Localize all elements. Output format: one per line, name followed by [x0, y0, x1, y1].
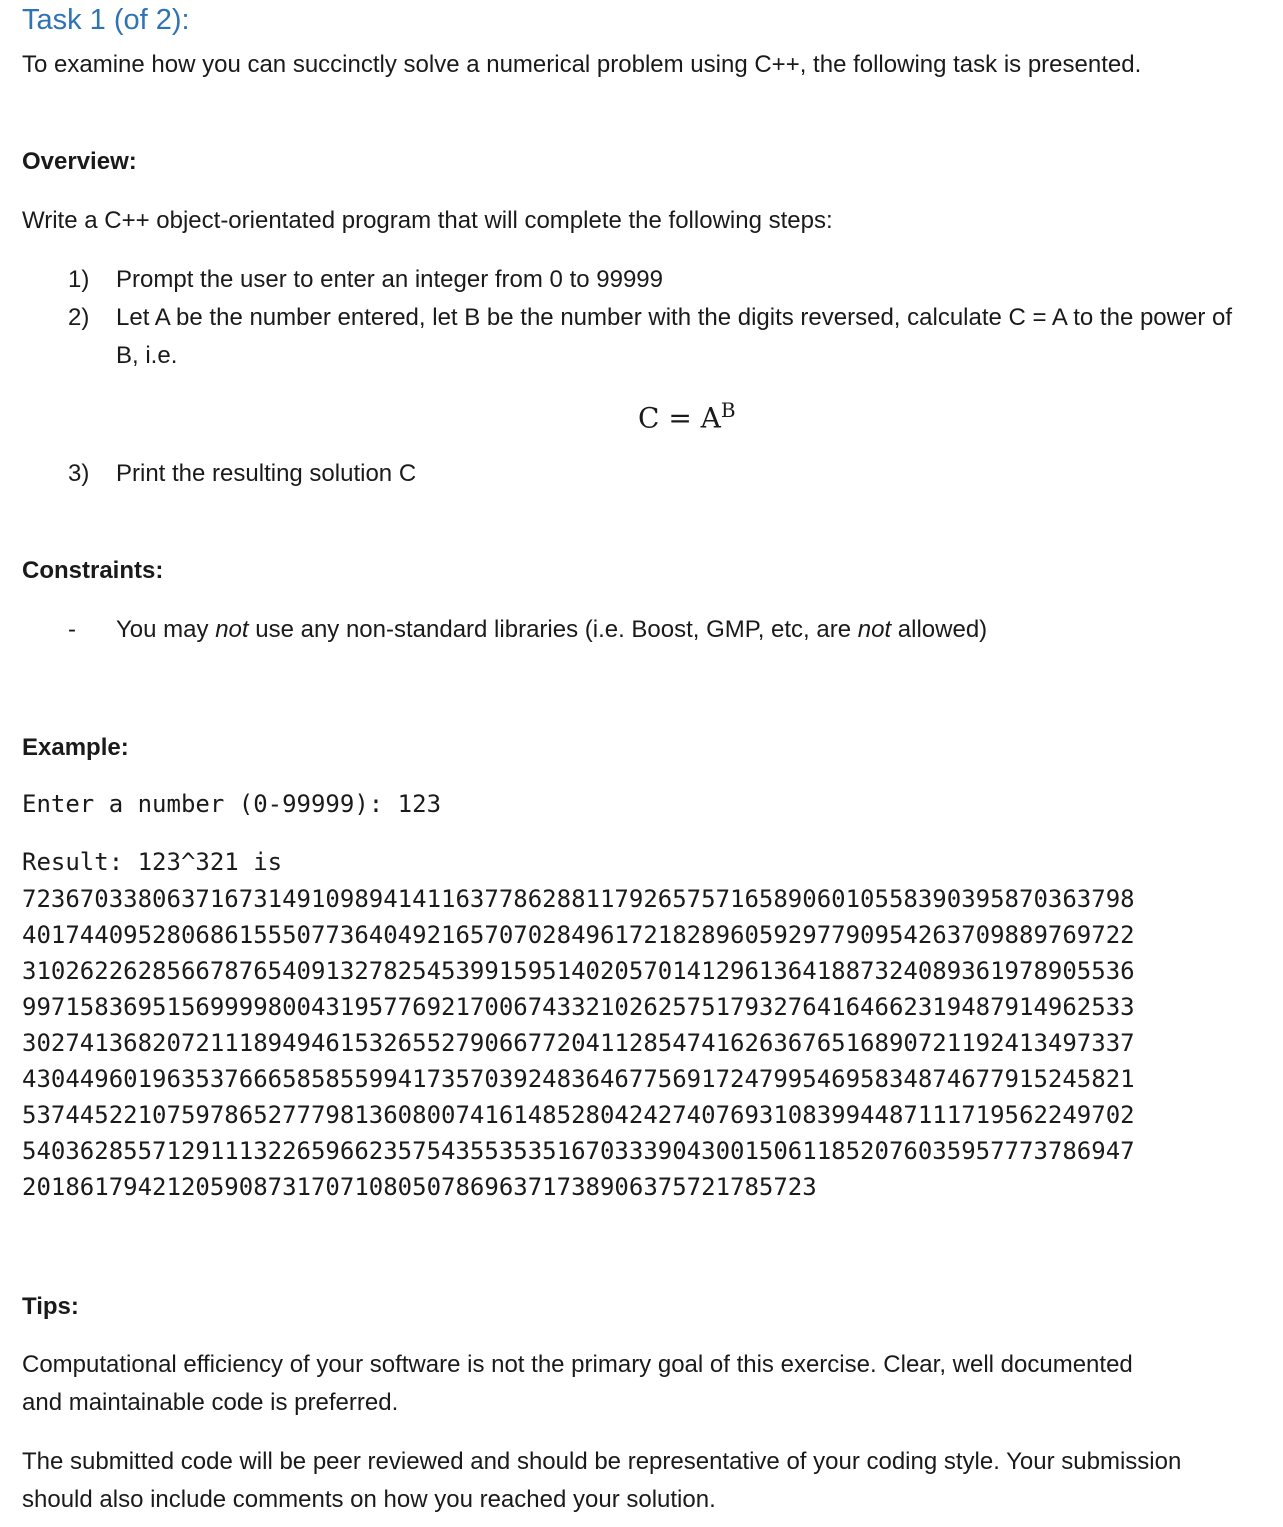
constraints-heading: Constraints:	[22, 557, 164, 584]
step-1-text: Prompt the user to enter an integer from 0 to 99999	[116, 266, 663, 293]
step-1-number: 1)	[68, 266, 90, 293]
example-heading: Example:	[22, 734, 129, 761]
constraint-not-1: not	[215, 616, 249, 643]
constraint-bullet: -	[68, 616, 76, 643]
intro-paragraph: To examine how you can succinctly solve a numerical problem using C++, the following task is presented.	[22, 51, 1142, 78]
result-line: 54036285571291113226596623575435535351670333904300150611852076035957773786947	[22, 1137, 1135, 1165]
step-3-number: 3)	[68, 460, 90, 487]
overview-text: Write a C++ object-orientated program that will complete the following steps:	[22, 207, 833, 234]
equation-lhs: C = A	[638, 401, 721, 435]
result-line: 2018617942120590873170710805078696371738906375721785723	[22, 1173, 817, 1201]
constraint-part3: allowed)	[891, 616, 988, 643]
tips-paragraph-2: The submitted code will be peer reviewed and should be representative of your coding style. Your submission should also include comments on how you reached your solution.	[22, 1448, 1182, 1513]
tips-paragraph-1: Computational efficiency of your software is not the primary goal of this exercise. Clear, well documented and maintainable code is preferred.	[22, 1351, 1133, 1416]
result-line: 30274136820721118949461532655279066772041128547416263676516890721192413497337	[22, 1029, 1135, 1057]
result-line: 43044960196353766658585599417357039248364677569172479954695834874677915245821	[22, 1065, 1135, 1093]
constraint-part1: You may	[116, 616, 216, 643]
result-line: 99715836951569999800431957769217006743321026257517932764164662319487914962533	[22, 993, 1135, 1021]
example-result-label: Result: 123^321 is	[22, 848, 283, 876]
example-prompt: Enter a number (0-99999): 123	[22, 790, 442, 818]
step-2-number: 2)	[68, 304, 90, 331]
constraint-text	[116, 611, 1256, 649]
step-3-text: Print the resulting solution C	[116, 460, 417, 487]
tips-heading: Tips:	[22, 1293, 79, 1320]
task-title: Task 1 (of 2):	[22, 4, 190, 36]
equation-exponent: B	[720, 398, 736, 422]
constraint-part2: use any non-standard libraries (i.e. Boost, GMP, etc, are	[248, 616, 858, 643]
constraint-not-2: not	[857, 616, 892, 643]
result-line: 31026226285667876540913278254539915951402057014129613641887324089361978905536	[22, 957, 1135, 985]
result-line: 40174409528068615550773640492165707028496172182896059297790954263709889769722	[22, 921, 1135, 949]
step-2-text: Let A be the number entered, let B be the number with the digits reversed, calculate C = A to the power of B, i.e.	[116, 304, 1233, 369]
equation	[638, 398, 736, 434]
overview-heading: Overview:	[22, 148, 137, 175]
result-line: 53744522107597865277798136080074161485280424274076931083994487111719562249702	[22, 1101, 1135, 1129]
result-line: 72367033806371673149109894141163778628811792657571658906010558390395870363798	[22, 885, 1135, 913]
